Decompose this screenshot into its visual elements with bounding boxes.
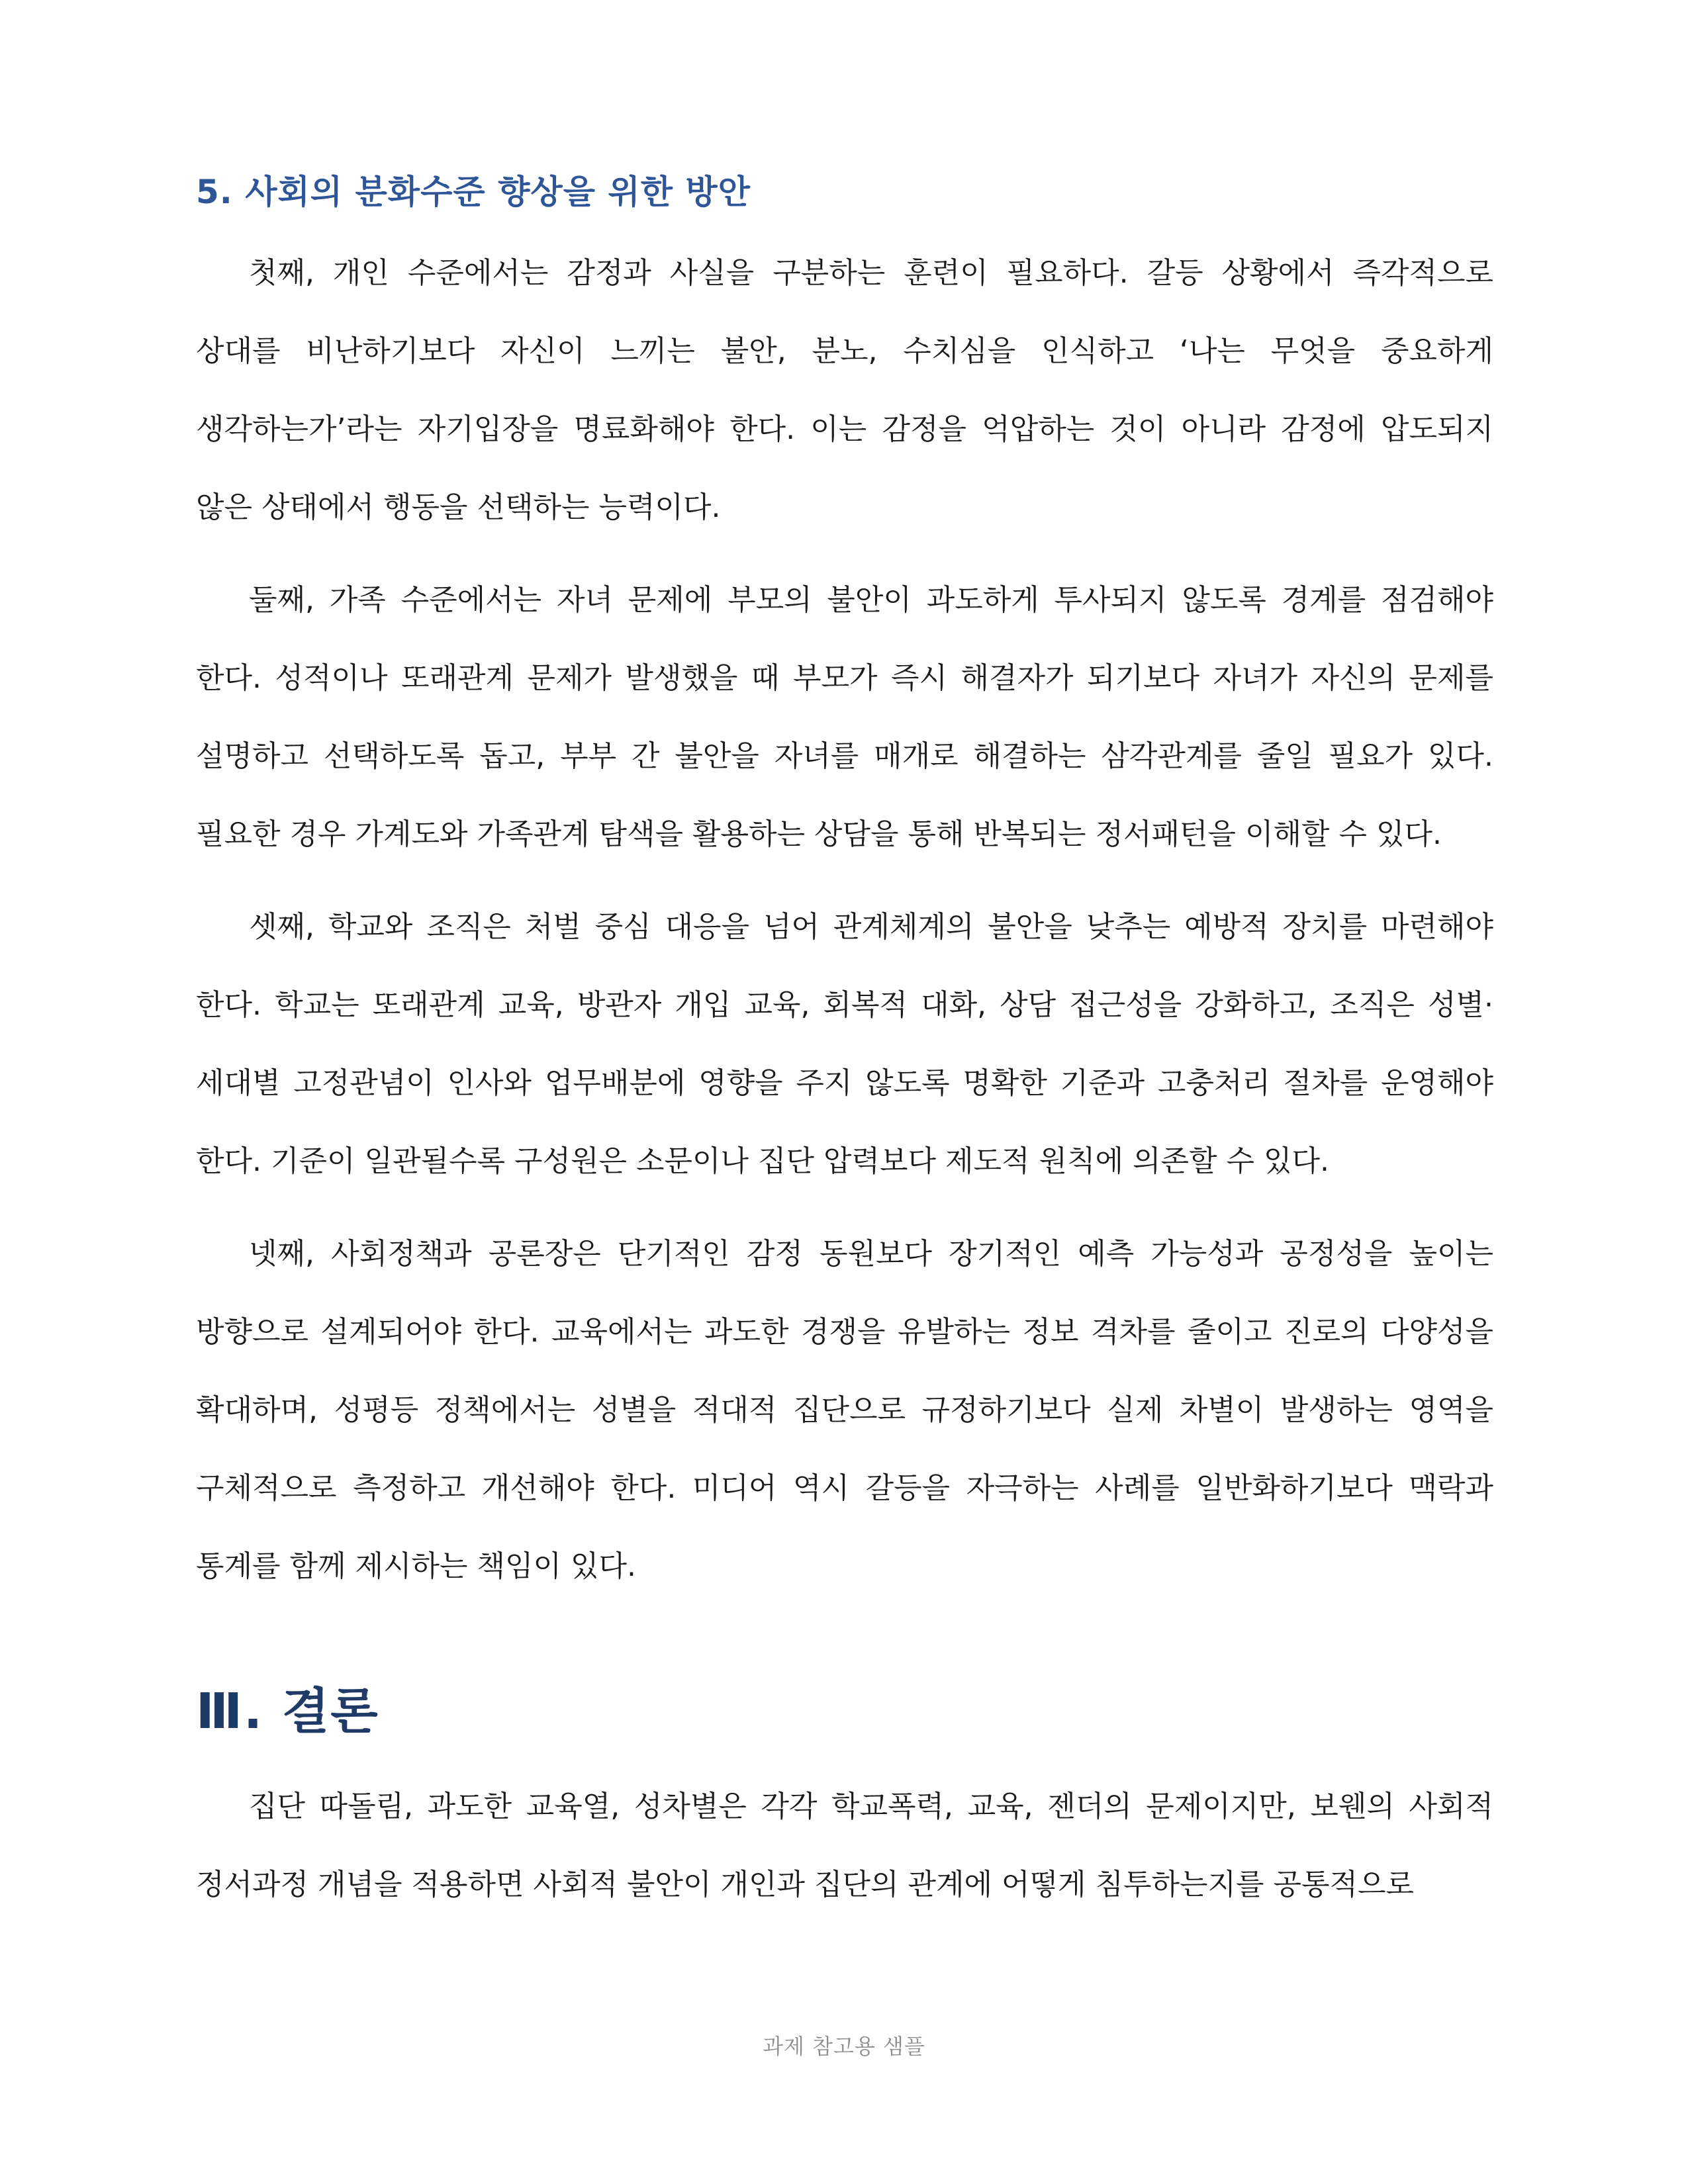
paragraph-fourth: 넷째, 사회정책과 공론장은 단기적인 감정 동원보다 장기적인 예측 가능성과 공정성을 높이는 방향으로 설계되어야 한다. 교육에서는 과도한 경쟁을 유발하는 정보 격차를 줄이고 진로의 다양성을 확대하며, 성평등 정책에서는 성별을 적대적 집단으로 규정하기보다 실제 차별이 발생하는 영역을 구체적으로 측정하고 개선해야 한다. 미디어 역시 갈등을 자극하는 사례를 일반화하기보다 맥락과 통계를 함께 제시하는 책임이 있다.	[196, 1237, 1493, 1583]
chapter-heading-conclusion: Ⅲ. 결론	[196, 1683, 379, 1740]
paragraph-third: 셋째, 학교와 조직은 처벌 중심 대응을 넘어 관계체계의 불안을 낮추는 예방적 장치를 마련해야 한다. 학교는 또래관계 교육, 방관자 개입 교육, 회복적 대화, 상담 접근성을 강화하고, 조직은 성별·세대별 고정관념이 인사와 업무배분에 영향을 주지 않도록 명확한 기준과 고충처리 절차를 운영해야 한다. 기준이 일관될수록 구성원은 소문이나 집단 압력보다 제도적 원칙에 의존할 수 있다.	[196, 910, 1493, 1178]
paragraph-first: 첫째, 개인 수준에서는 감정과 사실을 구분하는 훈련이 필요하다. 갈등 상황에서 즉각적으로 상대를 비난하기보다 자신이 느끼는 불안, 분노, 수치심을 인식하고 ‘나는 무엇을 중요하게 생각하는가’라는 자기입장을 명료화해야 한다. 이는 감정을 억압하는 것이 아니라 감정에 압도되지 않은 상태에서 행동을 선택하는 능력이다.	[196, 256, 1493, 524]
paragraph-second: 둘째, 가족 수준에서는 자녀 문제에 부모의 불안이 과도하게 투사되지 않도록 경계를 점검해야 한다. 성적이나 또래관계 문제가 발생했을 때 부모가 즉시 해결자가 되기보다 자녀가 자신의 문제를 설명하고 선택하도록 돕고, 부부 간 불안을 자녀를 매개로 해결하는 삼각관계를 줄일 필요가 있다. 필요한 경우 가계도와 가족관계 탐색을 활용하는 상담을 통해 반복되는 정서패턴을 이해할 수 있다.	[196, 583, 1493, 851]
conclusion-body	[196, 1768, 1493, 1924]
document-body	[196, 165, 1493, 1924]
section-heading: 5. 사회의 분화수준 향상을 위한 방안	[196, 173, 751, 211]
section-body	[196, 234, 1493, 1606]
page-footer: 과제 참고용 샘플	[763, 2034, 925, 2059]
paragraph-conclusion: 집단 따돌림, 과도한 교육열, 성차별은 각각 학교폭력, 교육, 젠더의 문제이지만, 보웬의 사회적 정서과정 개념을 적용하면 사회적 불안이 개인과 집단의 관계에 어떻게 침투하는지를 공통적으로	[196, 1790, 1493, 1901]
